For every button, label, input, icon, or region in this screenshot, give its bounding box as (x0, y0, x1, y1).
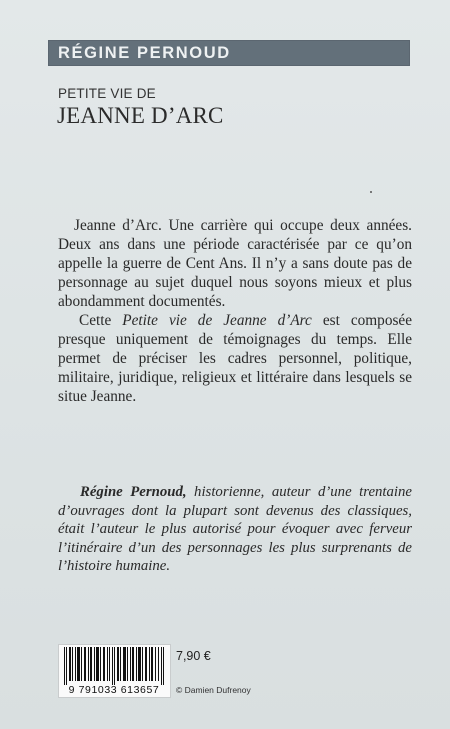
bio-author-name: Régine Pernoud, (80, 484, 187, 500)
book-title: JEANNE D’ARC (57, 103, 224, 128)
price: 7,90 € (176, 649, 211, 663)
author-name: RÉGINE PERNOUD (58, 44, 231, 62)
author-bio (58, 483, 412, 576)
book-subtitle: PETITE VIE DE (58, 86, 156, 101)
blurb-paragraph-2 (58, 311, 412, 406)
barcode-bars (63, 647, 166, 685)
isbn-number: 9 791033 613657 (68, 684, 160, 696)
paper-speck (370, 191, 372, 193)
blurb-book-title: Petite vie de Jeanne d’Arc (122, 312, 312, 329)
blurb-paragraph-1: Jeanne d’Arc. Une carrière qui occupe deux années. Deux ans dans une période caractérisée par ce qu’on appelle la guerre de Cent Ans. Il n’y a sans doute pas de personnage au sujet duquel nous soyons mieux et plus abondamment documentés. (58, 217, 412, 310)
bio-text: historienne, auteur d’une trentaine d’ouvrages dont la plupart sont devenus des classiques, était l’auteur le plus autorisé pour évoquer avec ferveur l’itinéraire d’un des personnages les plus surprenants de l’histoire humaine. (58, 484, 412, 574)
blurb-paragraph-2-start: Cette (79, 312, 123, 329)
blurb-paragraph-2-end: est composée presque uniquement de témoignages du temps. Elle permet de préciser les cadres personnel, politique, militaire, juridique, religieux et littéraire dans lesquels se situe Jeanne. (58, 312, 413, 405)
back-cover-blurb (58, 216, 412, 406)
photo-credit: © Damien Dufrenoy (176, 685, 251, 695)
